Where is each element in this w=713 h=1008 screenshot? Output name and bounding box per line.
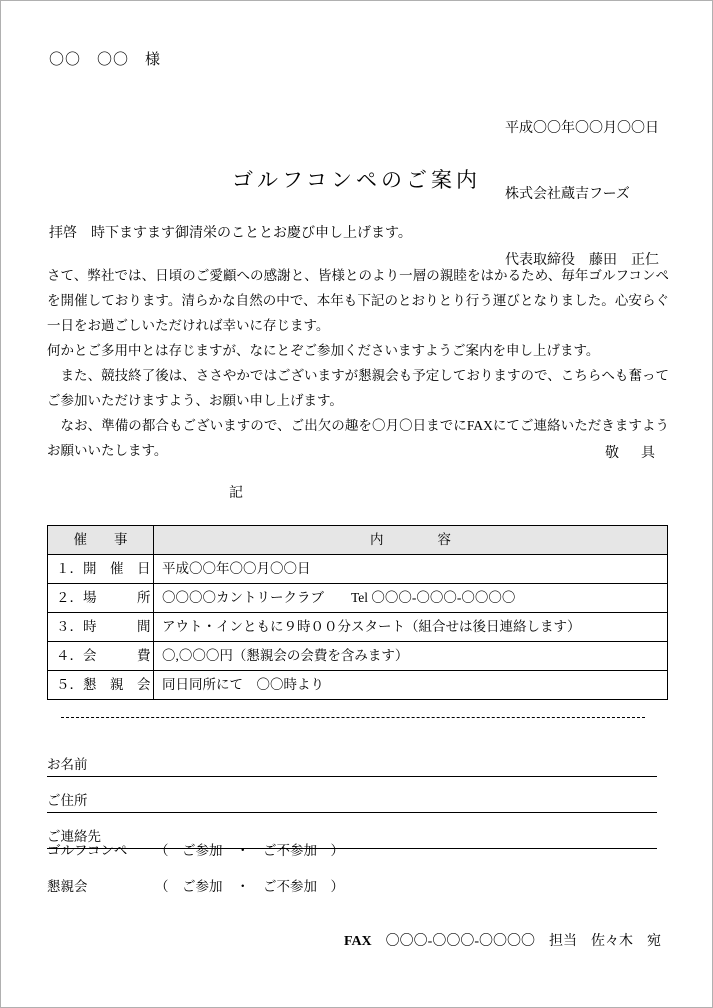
table-header-row [48,526,668,555]
salutation-line: 拝啓 時下ますます御清栄のこととお慶び申し上げます。 [49,226,412,241]
table-cell-item: ４．会 費 [48,642,154,671]
table-row [48,613,668,642]
choice-label-party: 懇親会 [47,879,88,894]
form-label-name: お名前 [47,757,88,772]
choice-row-party[interactable] [47,875,657,911]
closing-line: 敬 具 [605,446,659,461]
choice-options-golf[interactable]: （ ご参加 ・ ご不参加 ） [155,843,344,858]
choice-label-golf: ゴルフコンペ [47,843,128,858]
letter-body [1,1,712,1007]
form-row-address[interactable] [47,777,657,813]
table-row [48,642,668,671]
fax-contact: 担当 佐々木 宛 [549,934,661,949]
table-cell-content: 平成〇〇年〇〇月〇〇日 [154,555,668,584]
form-label-contact: ご連絡先 [47,829,101,844]
table-cell-content: アウト・インともに９時００分スタート（組合せは後日連絡します） [154,613,668,642]
table-cell-content: 〇,〇〇〇円（懇親会の会費を含みます） [154,642,668,671]
table-cell-item: ３．時 間 [48,613,154,642]
table-cell-item: １．開 催 日 [48,555,154,584]
table-row [48,671,668,700]
table-cell-content: 同日同所にて 〇〇時より [154,671,668,700]
addressee-line: 〇〇 〇〇 様 [49,52,162,68]
fax-footer [1,914,661,966]
fax-spacer-2 [535,934,549,949]
form-label-address: ご住所 [47,793,88,808]
ki-mark: 記 [229,486,243,501]
sender-representative: 代表取締役 藤田 正仁 [505,253,659,268]
table-row [48,584,668,613]
fax-number: 〇〇〇-〇〇〇-〇〇〇〇 [385,934,535,949]
table-row [48,555,668,584]
sender-company: 株式会社蔵吉フーズ [505,187,630,202]
fax-label: FAX [343,934,372,949]
event-details-table [47,525,668,700]
sender-date: 平成〇〇年〇〇月〇〇日 [505,121,659,136]
reply-form-fields [47,741,657,849]
fax-spacer [372,934,386,949]
paragraph-2: 何かとご多用中とは存じますが、なにとぞご参加くださいますようご案内を申し上げます。 [47,343,600,358]
form-row-name[interactable] [47,741,657,777]
document-title: ゴルフコンペのご案内 [232,168,481,192]
body-paragraphs [47,263,669,463]
table-cell-item: ２．場 所 [48,584,154,613]
paragraph-1: さて、弊社では、日頃のご愛顧への感謝と、皆様とのより一層の親睦をはかるため、毎年ゴルフコンペを開催しております。清らかな自然の中で、本年も下記のとおりとり行う運びとなりました。心安らぐ一日をお過ごしいただければ幸いに存じます。 [47,268,669,333]
table-cell-content: 〇〇〇〇カントリークラブ Tel 〇〇〇-〇〇〇-〇〇〇〇 [154,584,668,613]
attendance-choices [47,839,657,911]
table-header-item: 催 事 [48,526,154,555]
cut-here-dashed-line [61,717,645,718]
paragraph-3: また、競技終了後は、ささやかではございますが懇親会も予定しておりますので、こちらへも奮ってご参加いただけますよう、お願い申し上げます。 [47,368,669,408]
paragraph-4: なお、準備の都合もございますので、ご出欠の趣を〇月〇日までにFAXにてご連絡いただきますようお願いいたします。 [47,418,669,458]
choice-options-party[interactable]: （ ご参加 ・ ご不参加 ） [155,879,344,894]
table-header-content: 内 容 [154,526,668,555]
table-cell-item: ５．懇 親 会 [48,671,154,700]
choice-row-golf[interactable] [47,839,657,875]
